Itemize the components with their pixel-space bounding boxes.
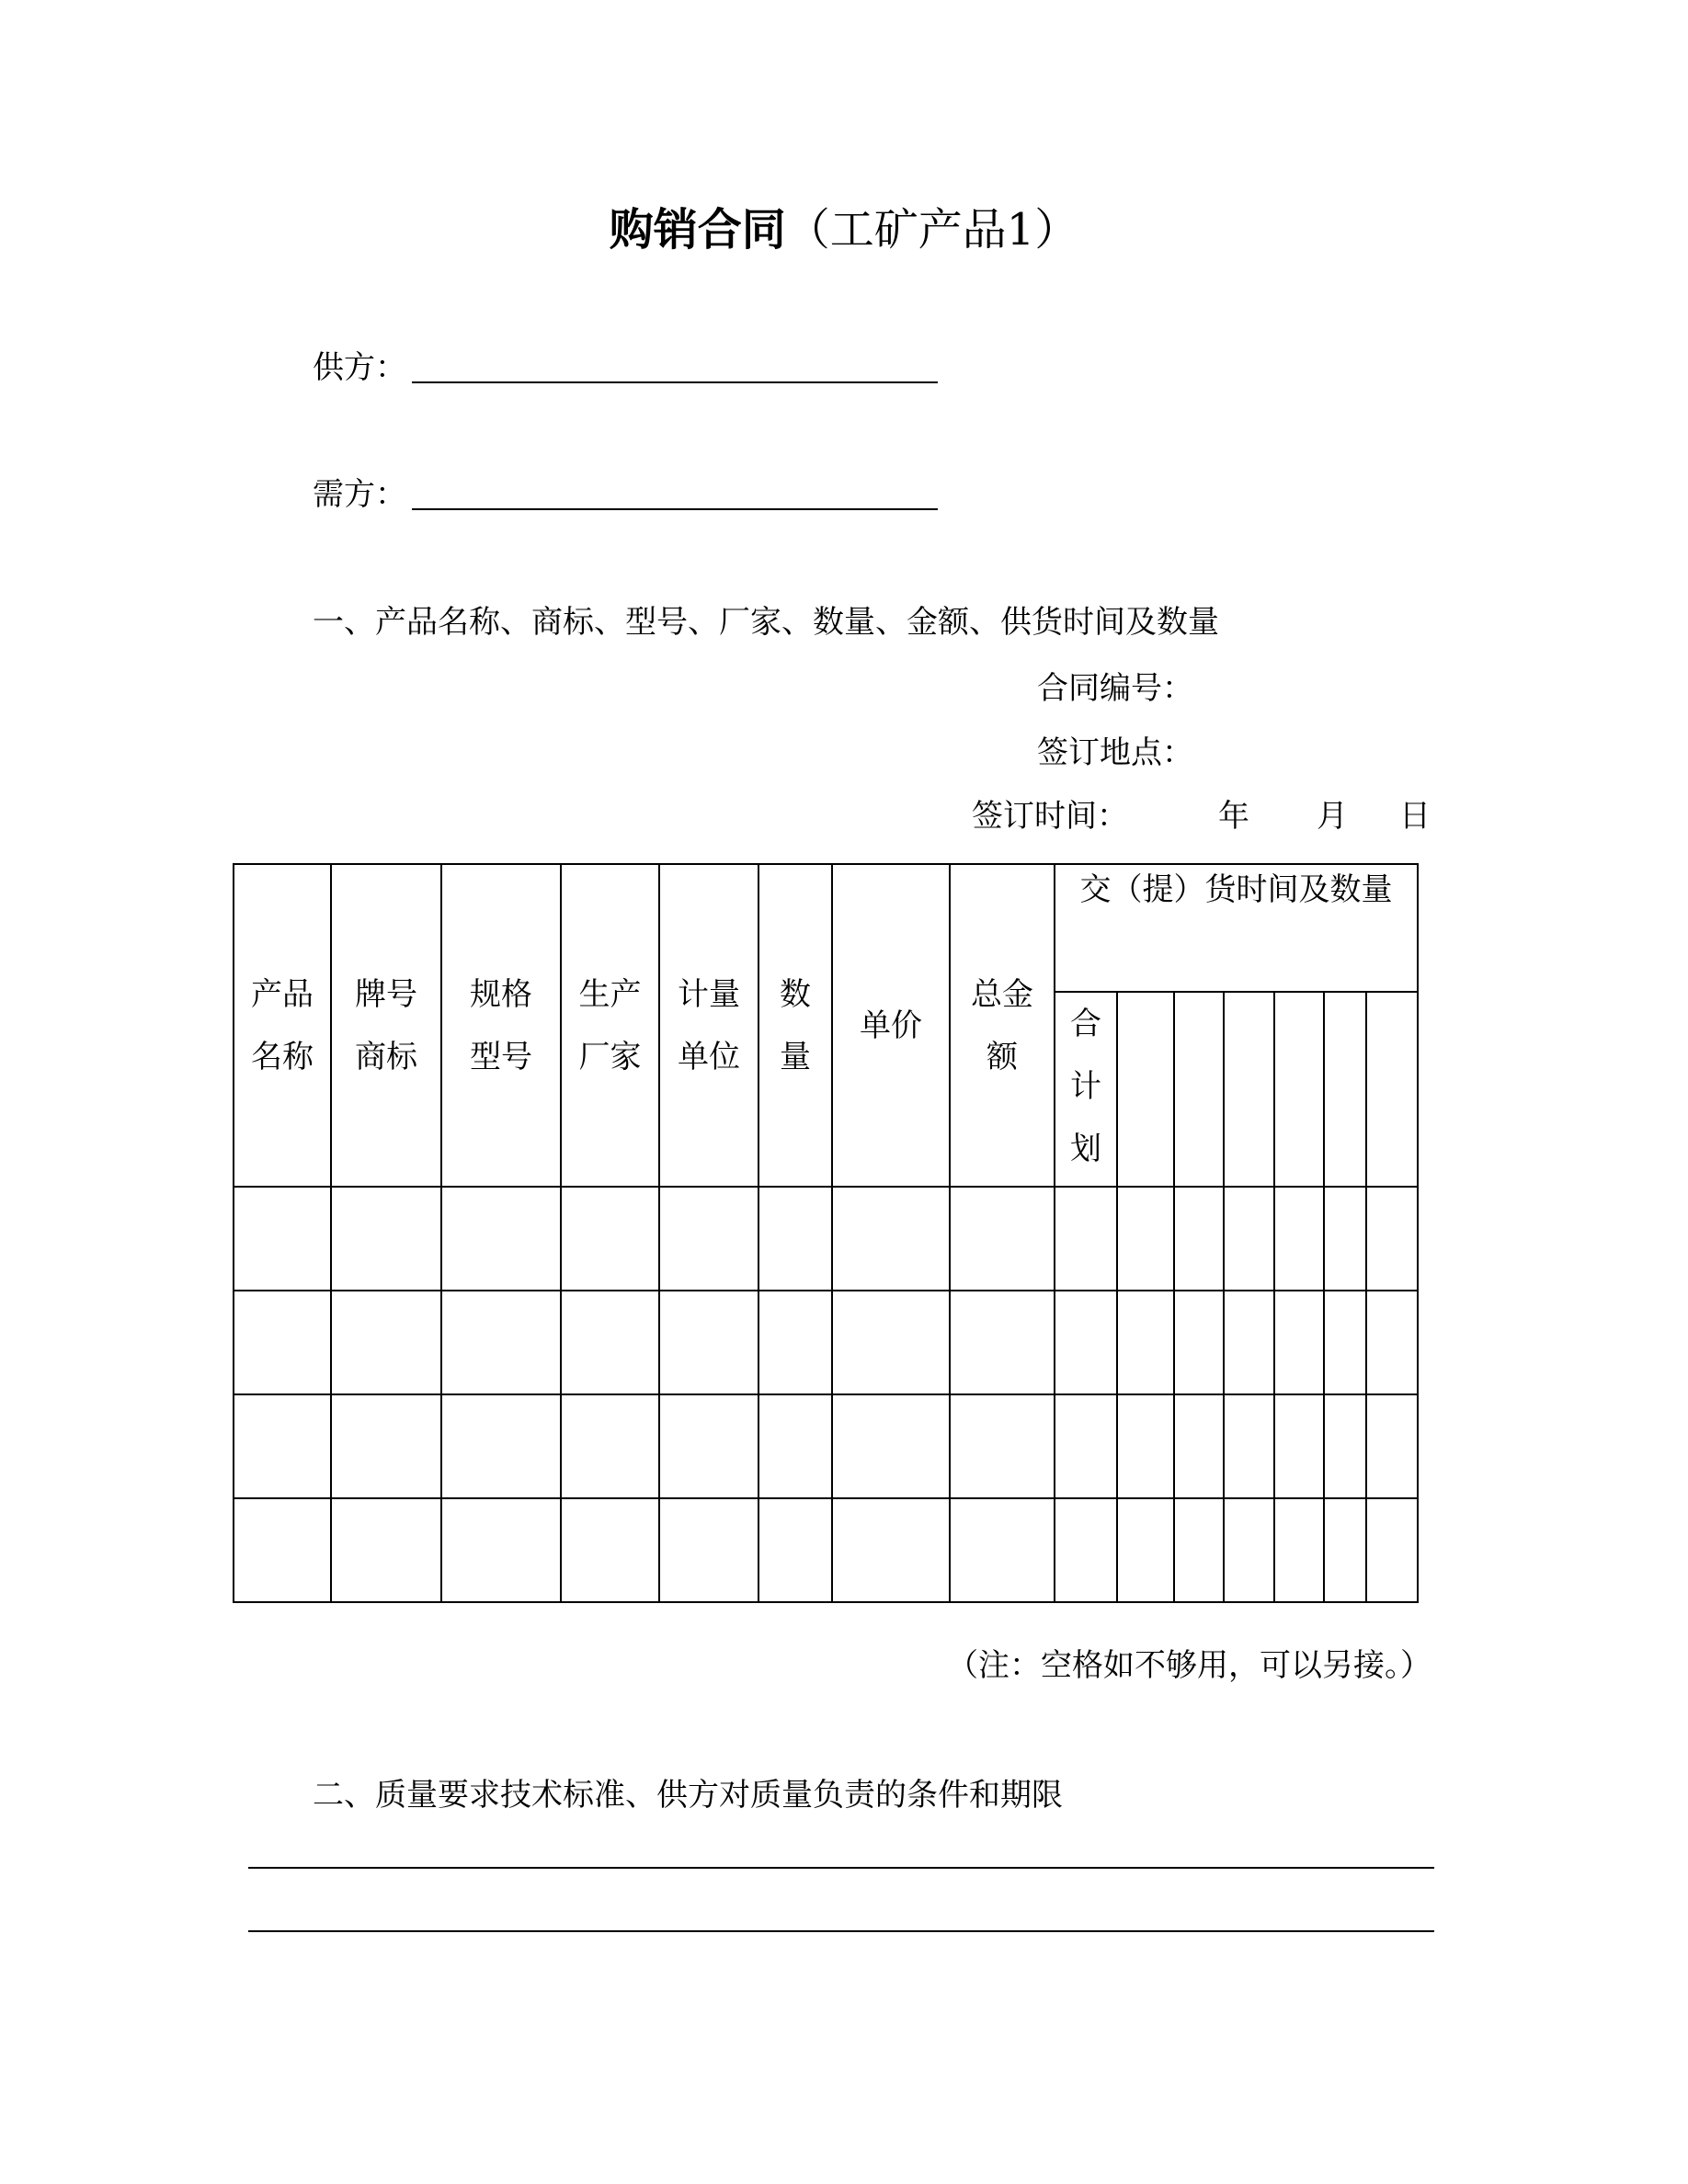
table-cell[interactable] [1174,1291,1224,1394]
table-cell[interactable] [1174,1498,1224,1602]
table-cell[interactable] [1055,1394,1117,1498]
supplier-label: 供方： [313,349,406,386]
table-row [234,1187,1418,1291]
table-cell[interactable] [832,1187,950,1291]
table-cell[interactable] [758,1394,832,1498]
table-cell[interactable] [1274,1291,1324,1394]
table-cell[interactable] [1274,1498,1324,1602]
table-cell[interactable] [331,1187,441,1291]
table-cell[interactable] [1366,1498,1418,1602]
table-cell[interactable] [1174,1394,1224,1498]
table-cell[interactable] [561,1187,659,1291]
header-brand: 牌号 商标 [331,864,441,1187]
title-main: 购销合同 [609,204,786,256]
buyer-field-line[interactable] [412,508,938,510]
table-cell[interactable] [758,1291,832,1394]
header-delivery: 交（提）货时间及数量 [1055,864,1418,992]
table-cell[interactable] [561,1498,659,1602]
table-cell[interactable] [832,1291,950,1394]
header-total: 总金 额 [950,864,1055,1187]
header-unit-price: 单价 [832,864,950,1187]
table-cell[interactable] [659,1498,758,1602]
header-quantity: 数 量 [758,864,832,1187]
delivery-slot[interactable] [1274,992,1324,1187]
table-cell[interactable] [659,1187,758,1291]
table-cell[interactable] [950,1394,1055,1498]
table-cell[interactable] [1224,1187,1274,1291]
table-cell[interactable] [1366,1291,1418,1394]
delivery-slot[interactable] [1324,992,1366,1187]
table-cell[interactable] [1274,1394,1324,1498]
table-row [234,1291,1418,1394]
buyer-label: 需方： [313,476,406,513]
table-row [234,1498,1418,1602]
delivery-slot[interactable] [1366,992,1418,1187]
table-cell[interactable] [1174,1187,1224,1291]
table-cell[interactable] [234,1394,331,1498]
page-title [0,200,1688,259]
table-cell[interactable] [331,1498,441,1602]
quality-terms-line-2[interactable] [248,1930,1434,1932]
quality-terms-line-1[interactable] [248,1867,1434,1869]
table-note: （注：空格如不够用，可以另接。） [947,1647,1431,1684]
table-cell[interactable] [1055,1187,1117,1291]
table-cell[interactable] [1117,1394,1174,1498]
table-cell[interactable] [1324,1498,1366,1602]
table-row [234,1394,1418,1498]
section-1-heading: 一、产品名称、商标、型号、厂家、数量、金额、供货时间及数量 [313,604,1219,641]
table-cell[interactable] [1324,1187,1366,1291]
table-cell[interactable] [1224,1291,1274,1394]
header-spec: 规格 型号 [441,864,561,1187]
supplier-field-line[interactable] [412,381,938,383]
delivery-slot[interactable] [1224,992,1274,1187]
table-cell[interactable] [950,1187,1055,1291]
table-cell[interactable] [1117,1187,1174,1291]
header-unit: 计量 单位 [659,864,758,1187]
table-cell[interactable] [758,1187,832,1291]
product-table [233,863,1419,1603]
table-body [234,1187,1418,1602]
table-cell[interactable] [1324,1291,1366,1394]
table-cell[interactable] [1274,1187,1324,1291]
section-2-heading: 二、质量要求技术标准、供方对质量负责的条件和期限 [313,1777,1063,1814]
table-cell[interactable] [1324,1394,1366,1498]
header-plan: 合 计 划 [1055,992,1117,1187]
header-manufacturer: 生产 厂家 [561,864,659,1187]
delivery-slot[interactable] [1174,992,1224,1187]
table-cell[interactable] [234,1498,331,1602]
sign-place-label: 签订地点： [1037,734,1193,771]
table-cell[interactable] [441,1187,561,1291]
table-cell[interactable] [758,1498,832,1602]
sign-day-label: 日 [1399,798,1431,835]
table-cell[interactable] [331,1291,441,1394]
header-product-name: 产品 名称 [234,864,331,1187]
table-cell[interactable] [1224,1394,1274,1498]
table-cell[interactable] [441,1291,561,1394]
table-cell[interactable] [234,1291,331,1394]
table-cell[interactable] [441,1498,561,1602]
sign-month-label: 月 [1317,798,1348,835]
table-cell[interactable] [950,1498,1055,1602]
delivery-slot[interactable] [1117,992,1174,1187]
table-cell[interactable] [1224,1498,1274,1602]
sign-year-label: 年 [1218,798,1249,835]
table-cell[interactable] [659,1394,758,1498]
table-cell[interactable] [832,1394,950,1498]
title-sub: （工矿产品1） [785,204,1079,256]
table-cell[interactable] [832,1498,950,1602]
table-cell[interactable] [659,1291,758,1394]
table-cell[interactable] [561,1394,659,1498]
table-cell[interactable] [561,1291,659,1394]
table-cell[interactable] [1366,1187,1418,1291]
table-cell[interactable] [1055,1291,1117,1394]
table-cell[interactable] [441,1394,561,1498]
table-cell[interactable] [234,1187,331,1291]
sign-time-label: 签订时间： [972,798,1128,835]
table-cell[interactable] [950,1291,1055,1394]
table-cell[interactable] [1366,1394,1418,1498]
table-cell[interactable] [331,1394,441,1498]
contract-number-label: 合同编号： [1037,670,1193,707]
table-cell[interactable] [1117,1498,1174,1602]
table-cell[interactable] [1117,1291,1174,1394]
table-cell[interactable] [1055,1498,1117,1602]
